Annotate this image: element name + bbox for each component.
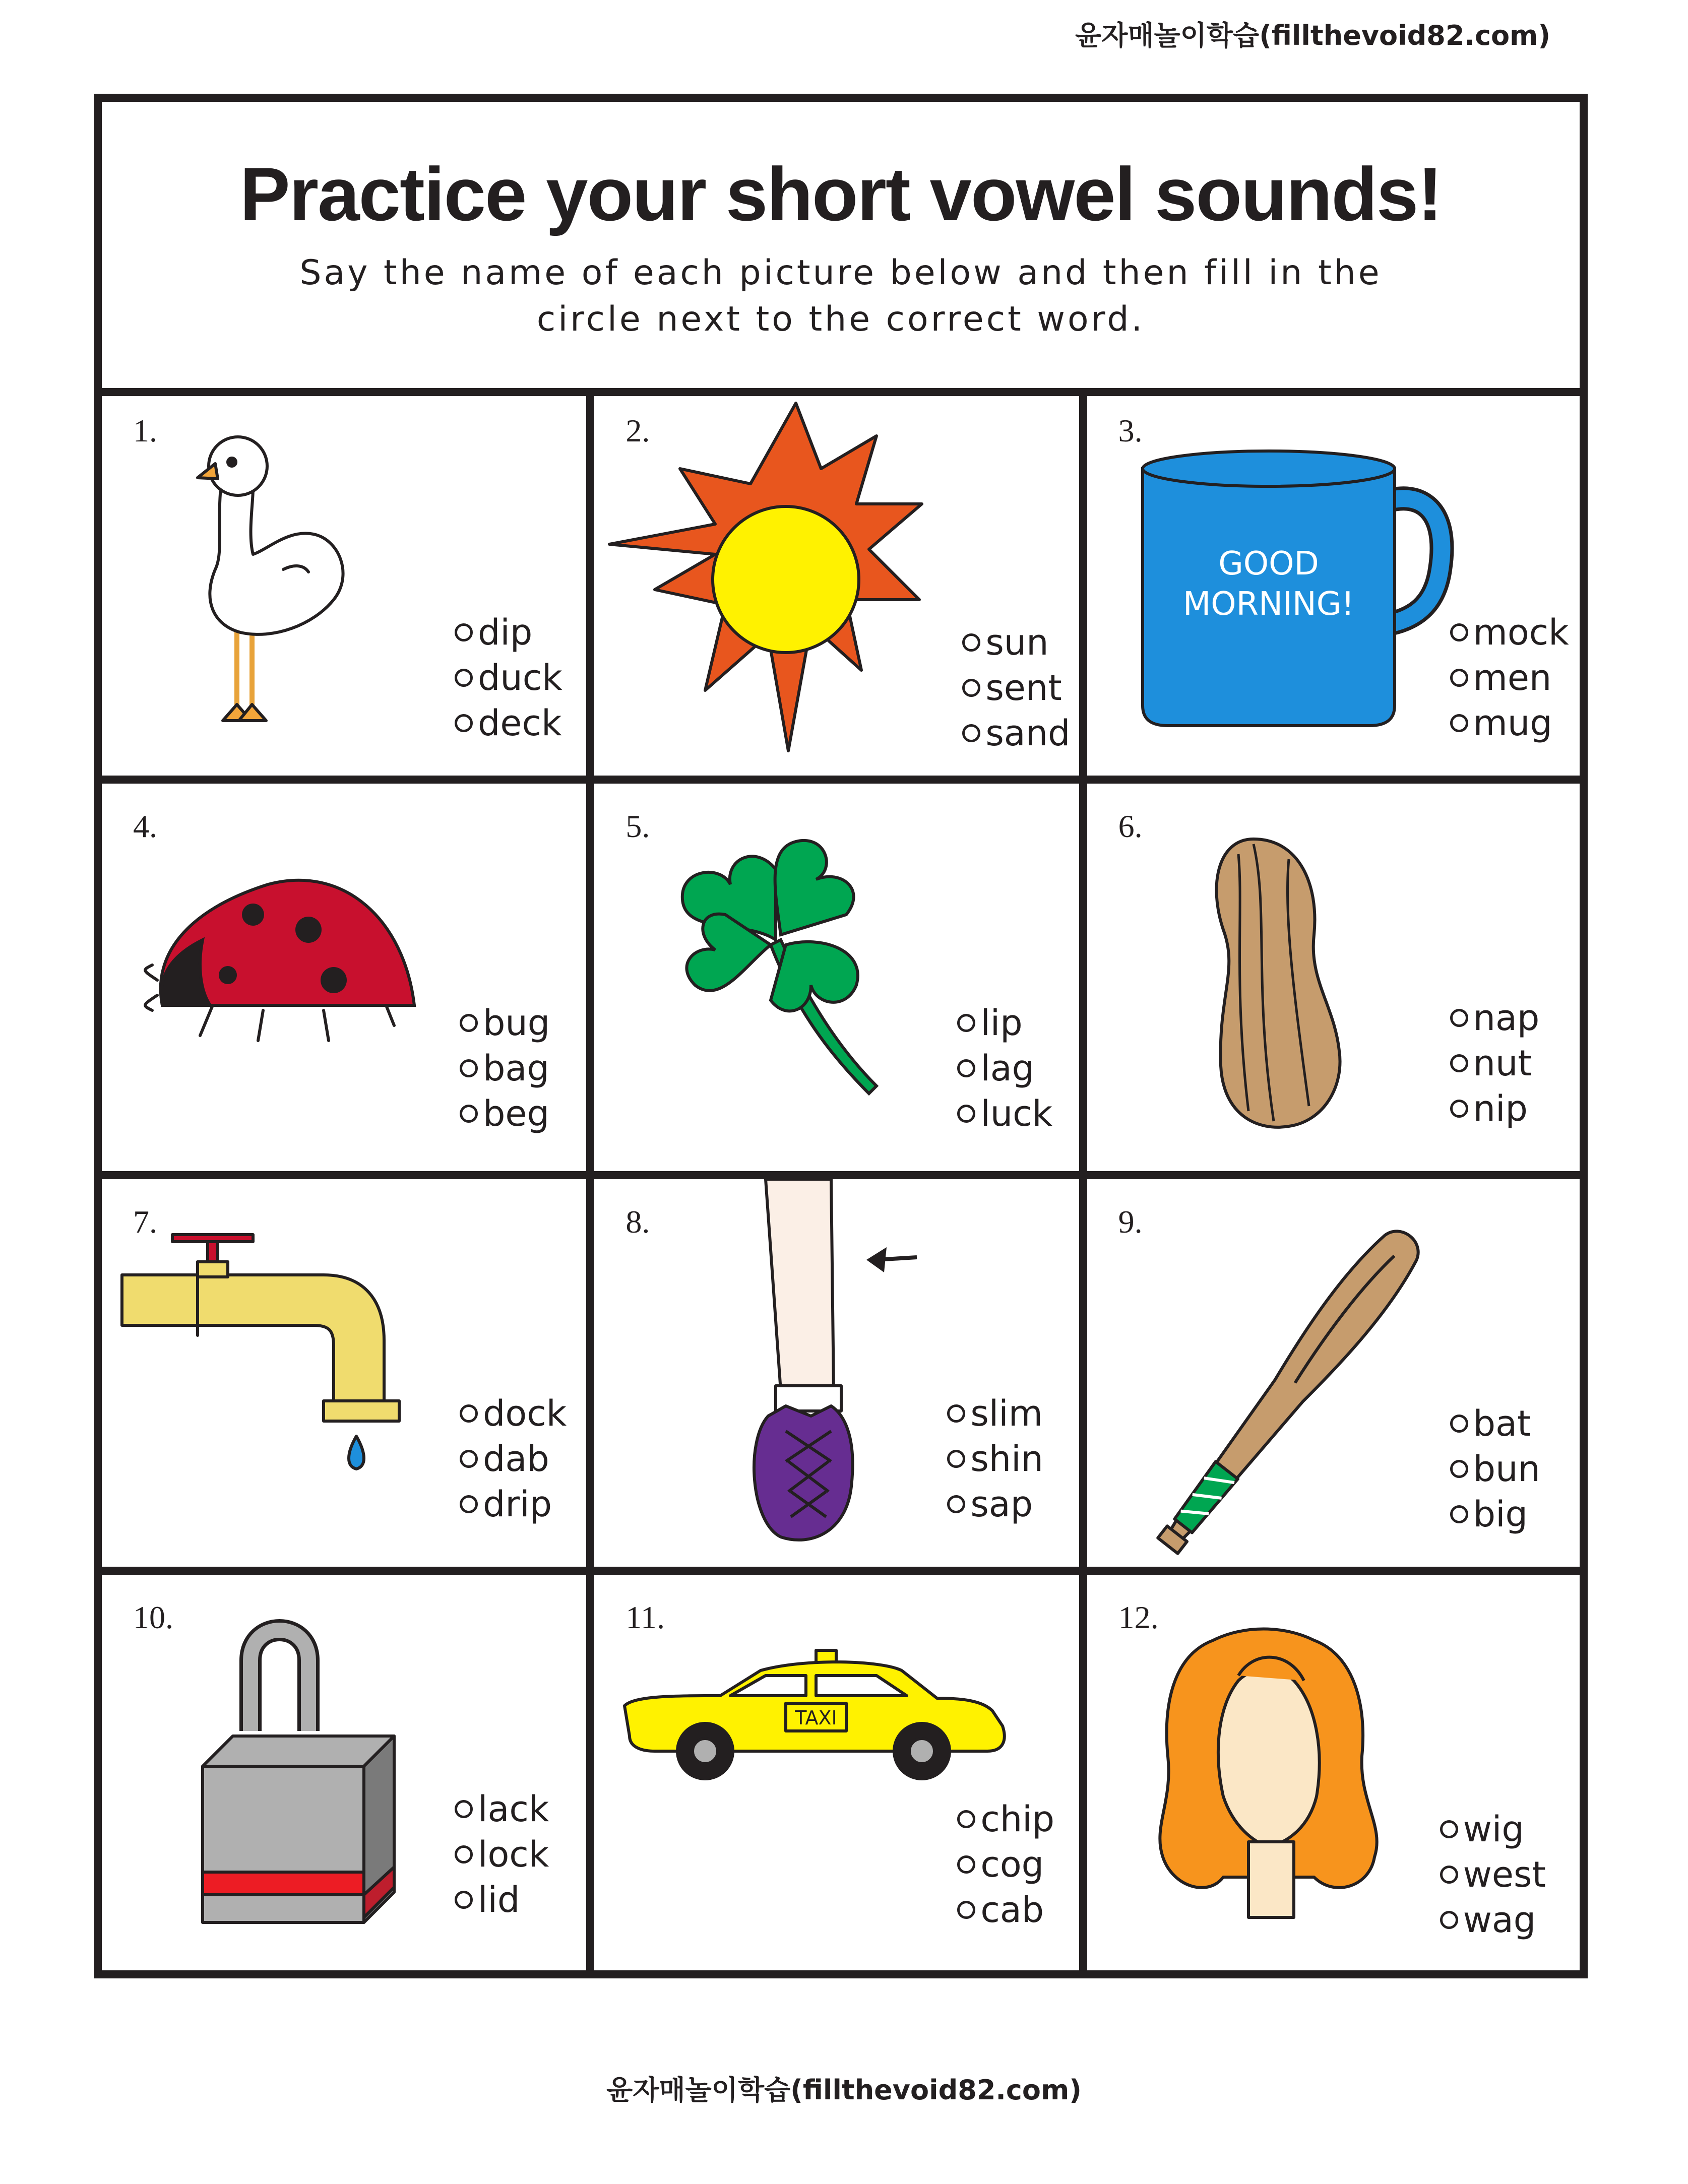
option-label: chip <box>980 1798 1055 1840</box>
option-label: nut <box>1473 1043 1532 1084</box>
answer-circle-icon[interactable] <box>1450 1505 1468 1523</box>
option-label: mug <box>1473 702 1552 744</box>
answer-circle-icon[interactable] <box>1450 714 1468 732</box>
answer-circle-icon[interactable] <box>962 633 980 652</box>
option-row[interactable] <box>460 1091 550 1136</box>
answer-circle-icon[interactable] <box>962 679 980 697</box>
option-row[interactable] <box>1450 655 1569 700</box>
answer-circle-icon[interactable] <box>1450 1009 1468 1027</box>
option-label: bun <box>1473 1448 1540 1490</box>
answer-options <box>962 620 1070 756</box>
answer-circle-icon[interactable] <box>460 1014 478 1032</box>
answer-options <box>1450 995 1540 1131</box>
item-number: 3. <box>1118 413 1143 448</box>
answer-options <box>957 1796 1054 1933</box>
item-number: 4. <box>133 808 157 844</box>
option-label: slim <box>970 1393 1043 1434</box>
option-label: nip <box>1473 1088 1528 1129</box>
item-5 <box>594 784 1087 1179</box>
option-row[interactable] <box>962 665 1070 711</box>
item-number: 6. <box>1118 808 1143 844</box>
option-row[interactable] <box>460 1000 550 1046</box>
item-number: 10. <box>133 1599 173 1635</box>
answer-options <box>1450 1401 1540 1537</box>
answer-options <box>455 610 562 746</box>
answer-options <box>957 1000 1052 1136</box>
answer-circle-icon[interactable] <box>1440 1911 1458 1929</box>
mug-text-line-1: GOOD <box>1218 545 1319 583</box>
option-label: lock <box>478 1834 549 1875</box>
option-row[interactable] <box>1450 1492 1540 1537</box>
option-label: bat <box>1473 1403 1531 1444</box>
item-9 <box>1087 1179 1580 1575</box>
answer-circle-icon[interactable] <box>957 1901 975 1919</box>
option-row[interactable] <box>957 1046 1052 1091</box>
answer-circle-icon[interactable] <box>957 1855 975 1874</box>
option-label: sap <box>970 1484 1033 1525</box>
item-2 <box>594 388 1087 784</box>
option-label: nap <box>1473 997 1540 1039</box>
answer-circle-icon[interactable] <box>455 714 473 732</box>
option-label: bug <box>483 1002 550 1044</box>
item-number: 2. <box>626 413 650 448</box>
option-row[interactable] <box>947 1482 1043 1527</box>
option-label: dip <box>478 612 533 653</box>
option-label: cab <box>980 1889 1044 1931</box>
answer-options <box>947 1391 1043 1527</box>
mug-text-line-2: MORNING! <box>1182 586 1354 623</box>
answer-circle-icon[interactable] <box>460 1105 478 1123</box>
item-1 <box>102 388 594 784</box>
item-3 <box>1087 388 1580 784</box>
option-label: west <box>1463 1854 1546 1895</box>
option-row[interactable] <box>460 1391 567 1436</box>
answer-circle-icon[interactable] <box>1450 669 1468 687</box>
option-label: lag <box>980 1048 1035 1089</box>
option-label: wag <box>1463 1899 1536 1941</box>
option-label: deck <box>478 702 562 744</box>
item-number: 7. <box>133 1204 157 1240</box>
option-label: wig <box>1463 1809 1524 1850</box>
option-row[interactable] <box>947 1391 1043 1436</box>
option-row[interactable] <box>957 1796 1054 1842</box>
option-label: luck <box>980 1093 1053 1134</box>
instructions-line-2: circle next to the correct word. <box>536 299 1145 339</box>
option-label: lid <box>478 1879 520 1920</box>
option-row[interactable] <box>957 1000 1052 1046</box>
answer-circle-icon[interactable] <box>1440 1866 1458 1884</box>
item-4 <box>102 784 594 1179</box>
answer-circle-icon[interactable] <box>947 1450 965 1468</box>
option-label: beg <box>483 1093 549 1134</box>
answer-circle-icon[interactable] <box>460 1495 478 1513</box>
answer-circle-icon[interactable] <box>1450 1460 1468 1478</box>
answer-circle-icon[interactable] <box>455 1845 473 1864</box>
instructions <box>236 250 1446 343</box>
option-row[interactable] <box>1450 700 1569 746</box>
option-row[interactable] <box>1440 1852 1546 1897</box>
picture-grid <box>102 388 1580 1970</box>
option-row[interactable] <box>460 1436 567 1482</box>
option-row[interactable] <box>455 610 562 655</box>
option-label: shin <box>970 1438 1043 1480</box>
answer-circle-icon[interactable] <box>957 1810 975 1828</box>
worksheet-header <box>102 102 1580 396</box>
option-row[interactable] <box>1450 610 1569 655</box>
answer-circle-icon[interactable] <box>460 1450 478 1468</box>
option-label: bag <box>483 1048 549 1089</box>
item-8 <box>594 1179 1087 1575</box>
answer-circle-icon[interactable] <box>957 1105 975 1123</box>
option-row[interactable] <box>1450 1041 1540 1086</box>
option-label: sent <box>985 667 1062 709</box>
worksheet <box>94 94 1588 1978</box>
option-row[interactable] <box>455 1786 549 1832</box>
answer-circle-icon[interactable] <box>460 1404 478 1423</box>
option-row[interactable] <box>455 1877 549 1922</box>
item-number: 11. <box>626 1599 665 1635</box>
watermark-top: 윤자매놀이학습(fillthevoid82.com) <box>1075 20 1550 51</box>
option-label: dock <box>483 1393 567 1434</box>
option-row[interactable] <box>455 1832 549 1877</box>
option-label: cog <box>980 1844 1044 1885</box>
answer-circle-icon[interactable] <box>460 1059 478 1077</box>
option-label: lip <box>980 1002 1023 1044</box>
answer-circle-icon[interactable] <box>1450 1054 1468 1072</box>
option-row[interactable] <box>1440 1807 1546 1852</box>
option-label: sun <box>985 622 1049 663</box>
answer-circle-icon[interactable] <box>947 1404 965 1423</box>
answer-circle-icon[interactable] <box>455 1891 473 1909</box>
option-row[interactable] <box>455 655 562 700</box>
option-row[interactable] <box>1450 1401 1540 1446</box>
instructions-line-1: Say the name of each picture below and then fill in the <box>299 253 1382 293</box>
item-number: 5. <box>626 808 650 844</box>
answer-circle-icon[interactable] <box>947 1495 965 1513</box>
answer-circle-icon[interactable] <box>1450 623 1468 641</box>
watermark-bottom: 윤자매놀이학습(fillthevoid82.com) <box>606 2074 1082 2106</box>
answer-options <box>1440 1807 1546 1943</box>
answer-circle-icon[interactable] <box>957 1059 975 1077</box>
item-6 <box>1087 784 1580 1179</box>
option-label: big <box>1473 1494 1528 1535</box>
option-row[interactable] <box>1450 1086 1540 1131</box>
option-row[interactable] <box>460 1482 567 1527</box>
option-row[interactable] <box>1450 1446 1540 1492</box>
item-number: 12. <box>1118 1599 1159 1635</box>
option-label: dab <box>483 1438 549 1480</box>
item-12 <box>1087 1575 1580 1970</box>
option-label: men <box>1473 657 1552 698</box>
answer-circle-icon[interactable] <box>1450 1415 1468 1433</box>
answer-circle-icon[interactable] <box>957 1014 975 1032</box>
answer-options <box>1450 610 1569 746</box>
option-row[interactable] <box>962 711 1070 756</box>
worksheet-title: Practice your short vowel sounds! <box>239 152 1442 236</box>
option-row[interactable] <box>1450 995 1540 1041</box>
option-row[interactable] <box>962 620 1070 665</box>
option-label: sand <box>985 713 1071 754</box>
item-number: 9. <box>1118 1204 1143 1240</box>
option-row[interactable] <box>460 1046 550 1091</box>
option-label: drip <box>483 1484 552 1525</box>
option-label: duck <box>478 657 562 698</box>
option-label: mock <box>1473 612 1569 653</box>
option-row[interactable] <box>1440 1897 1546 1943</box>
answer-circle-icon[interactable] <box>962 724 980 742</box>
option-label: lack <box>478 1788 549 1830</box>
answer-options <box>460 1391 567 1527</box>
answer-circle-icon[interactable] <box>455 1800 473 1818</box>
answer-options <box>455 1786 549 1922</box>
answer-circle-icon[interactable] <box>455 669 473 687</box>
answer-circle-icon[interactable] <box>455 623 473 641</box>
option-row[interactable] <box>455 700 562 746</box>
option-row[interactable] <box>947 1436 1043 1482</box>
item-11 <box>594 1575 1087 1970</box>
item-number: 1. <box>133 413 157 448</box>
option-row[interactable] <box>957 1091 1052 1136</box>
answer-circle-icon[interactable] <box>1440 1820 1458 1838</box>
answer-options <box>460 1000 550 1136</box>
item-7 <box>102 1179 594 1575</box>
item-10 <box>102 1575 594 1970</box>
item-number: 8. <box>626 1204 650 1240</box>
option-row[interactable] <box>957 1887 1054 1933</box>
taxi-sign-text: TAXI <box>795 1707 838 1729</box>
answer-circle-icon[interactable] <box>1450 1100 1468 1118</box>
option-row[interactable] <box>957 1842 1054 1887</box>
